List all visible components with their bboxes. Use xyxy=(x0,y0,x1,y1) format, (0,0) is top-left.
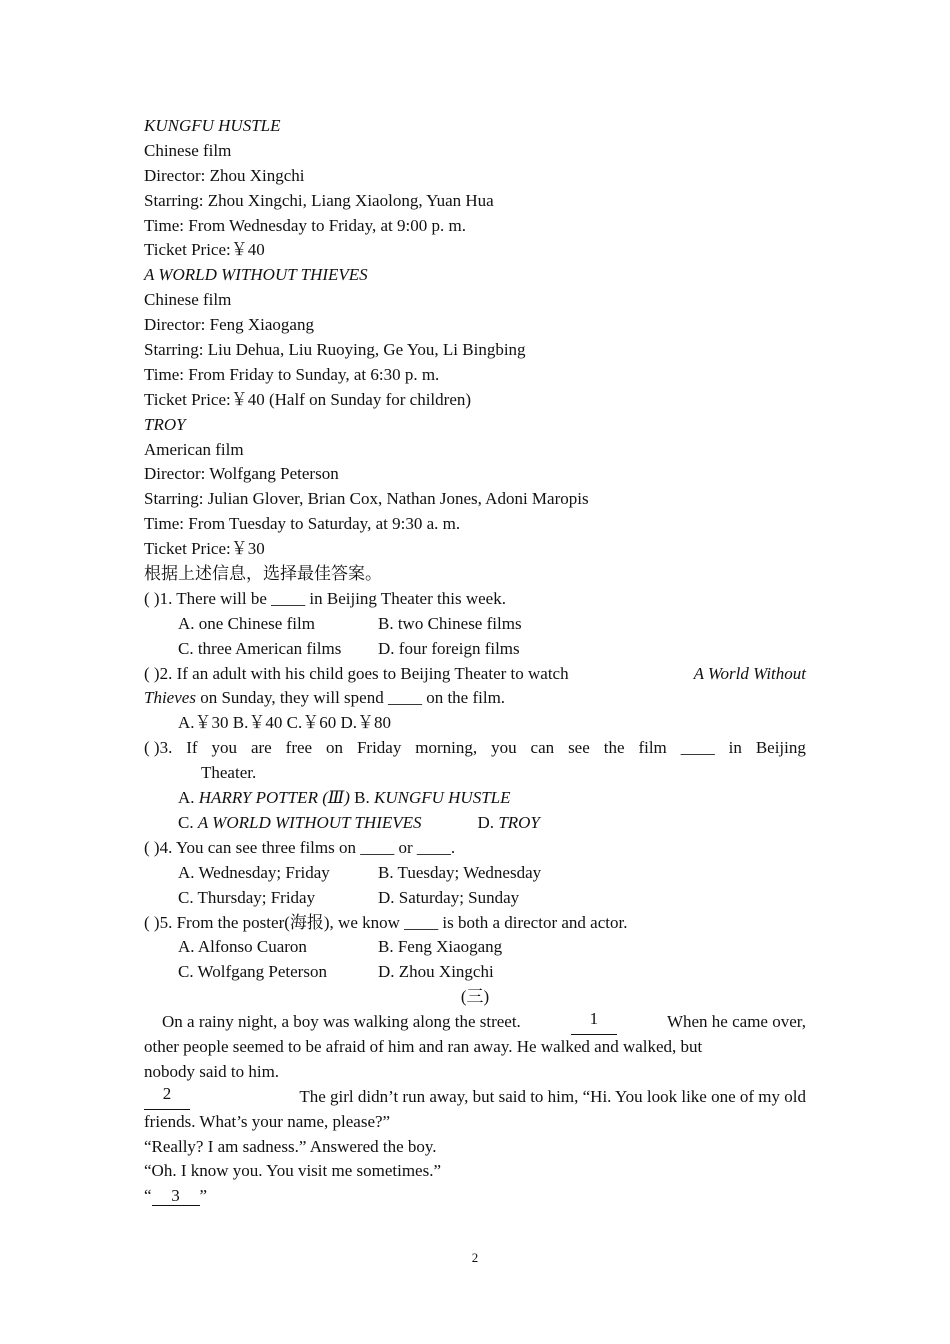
stem-word: you xyxy=(211,738,238,758)
film-price: Ticket Price:￥30 xyxy=(144,539,265,559)
stem-word: Friday xyxy=(356,738,402,758)
option: C. Thursday; Friday xyxy=(178,887,316,907)
question-stem: ( )5. From the poster(海报), we know ____ is both a director and actor. xyxy=(144,912,628,932)
question-stem xyxy=(144,662,806,687)
passage-text: The girl didn’t run away, but said to him, “Hi. You look like one of my old xyxy=(299,1086,806,1106)
stem-word: are xyxy=(250,738,272,758)
option-row xyxy=(144,861,806,886)
passage-line: “Oh. I know you. You visit me sometimes.” xyxy=(144,1161,442,1181)
instruction: 根据上述信息，选择最佳答案。 xyxy=(144,564,382,584)
passage-line: other people seemed to be afraid of him and ran away. He walked and walked, but xyxy=(144,1036,703,1056)
option-row xyxy=(144,960,806,985)
film-title: KUNGFU HUSTLE xyxy=(144,116,281,135)
question-stem: ( )4. You can see three films on ____ or ____. xyxy=(144,837,456,857)
film-director: Director: Wolfgang Peterson xyxy=(144,464,339,484)
option: B. Feng Xiaogang xyxy=(378,937,503,957)
stem-italic: A World Without xyxy=(693,663,806,683)
page-number: 2 xyxy=(471,1250,479,1265)
option: KUNGFU HUSTLE xyxy=(374,788,511,808)
film-starring: Starring: Julian Glover, Brian Cox, Nathan Jones, Adoni Maropis xyxy=(144,489,589,509)
option: A. Alfonso Cuaron xyxy=(178,937,307,957)
option: D. Saturday; Sunday xyxy=(378,887,520,907)
film-type: American film xyxy=(144,439,244,459)
film-type: Chinese film xyxy=(144,140,232,160)
option-label: D. xyxy=(477,812,499,832)
option-row xyxy=(144,786,806,811)
stem-word: the xyxy=(603,738,625,758)
option-row xyxy=(144,886,806,911)
stem-word: on xyxy=(326,738,344,758)
passage-line: “Really? I am sadness.” Answered the boy. xyxy=(144,1136,437,1156)
question-stem-cont: Theater. xyxy=(201,763,257,783)
option: A WORLD WITHOUT THIEVES xyxy=(197,812,422,832)
stem-word: you xyxy=(491,738,517,758)
stem-word: see xyxy=(568,738,590,758)
stem-word: morning, xyxy=(415,738,478,758)
stem-italic: Thieves xyxy=(144,688,196,708)
film-starring: Starring: Liu Dehua, Liu Ruoying, Ge You, Li Bingbing xyxy=(144,340,526,360)
option: A. one Chinese film xyxy=(178,613,315,633)
film-time: Time: From Wednesday to Friday, at 9:00 p. m. xyxy=(144,215,466,235)
option: D. four foreign films xyxy=(378,638,520,658)
passage-line xyxy=(144,1010,806,1035)
option: B. two Chinese films xyxy=(378,613,522,633)
option-row xyxy=(144,935,806,960)
section-heading: (三) xyxy=(460,987,490,1007)
document-page xyxy=(144,114,806,1209)
option: A. Wednesday; Friday xyxy=(178,862,330,882)
film-title: TROY xyxy=(144,414,186,434)
film-title: A WORLD WITHOUT THIEVES xyxy=(144,265,368,285)
passage-text: When he came over, xyxy=(666,1012,806,1032)
option-row: A.￥30 B.￥40 C.￥60 D.￥80 xyxy=(178,713,391,733)
blank-1[interactable]: 1 xyxy=(571,1010,617,1035)
option: C. three American films xyxy=(178,638,342,658)
passage-line: nobody said to him. xyxy=(144,1061,280,1081)
option-label: C. xyxy=(178,812,198,832)
question-stem-cont xyxy=(144,686,806,711)
stem-text: ( )2. If an adult with his child goes to Beijing Theater to watch xyxy=(144,663,569,683)
question-stem: ( )1. There will be ____ in Beijing Theater this week. xyxy=(144,588,506,608)
blank-3[interactable]: 3 xyxy=(152,1187,200,1206)
option: TROY xyxy=(498,812,540,832)
quote-close: ” xyxy=(199,1186,208,1206)
option: B. Tuesday; Wednesday xyxy=(378,862,542,882)
option: C. Wolfgang Peterson xyxy=(178,962,327,982)
stem-word: ____ xyxy=(680,738,715,758)
film-starring: Starring: Zhou Xingchi, Liang Xiaolong, Yuan Hua xyxy=(144,190,494,210)
blank-2[interactable]: 2 xyxy=(144,1085,190,1110)
stem-text: on Sunday, they will spend ____ on the film. xyxy=(195,688,506,708)
stem-word: Beijing xyxy=(755,738,806,758)
option-label: A. xyxy=(178,788,199,808)
question-stem xyxy=(144,736,806,761)
option-row xyxy=(144,811,806,836)
film-type: Chinese film xyxy=(144,290,232,310)
option-row xyxy=(144,637,806,662)
option-row xyxy=(144,612,806,637)
film-director: Director: Feng Xiaogang xyxy=(144,315,314,335)
passage-line xyxy=(144,1085,806,1110)
stem-word: If xyxy=(186,738,198,758)
option: HARRY POTTER (Ⅲ) xyxy=(198,788,350,808)
option-label: B. xyxy=(349,788,375,808)
stem-word: film xyxy=(638,738,667,758)
passage-text: On a rainy night, a boy was walking along the street. xyxy=(162,1012,521,1032)
stem-word: ( )3. xyxy=(144,738,173,758)
film-time: Time: From Friday to Sunday, at 6:30 p. m. xyxy=(144,364,440,384)
film-price: Ticket Price:￥40 (Half on Sunday for children) xyxy=(144,389,472,409)
film-director: Director: Zhou Xingchi xyxy=(144,165,305,185)
stem-word: free xyxy=(285,738,313,758)
option: D. Zhou Xingchi xyxy=(378,962,494,982)
film-time: Time: From Tuesday to Saturday, at 9:30 a. m. xyxy=(144,514,461,534)
stem-word: in xyxy=(728,738,742,758)
passage-line xyxy=(144,1184,806,1209)
film-price: Ticket Price:￥40 xyxy=(144,240,265,260)
passage-line: friends. What’s your name, please?” xyxy=(144,1111,391,1131)
quote-open: “ xyxy=(144,1186,152,1206)
stem-word: can xyxy=(530,738,555,758)
